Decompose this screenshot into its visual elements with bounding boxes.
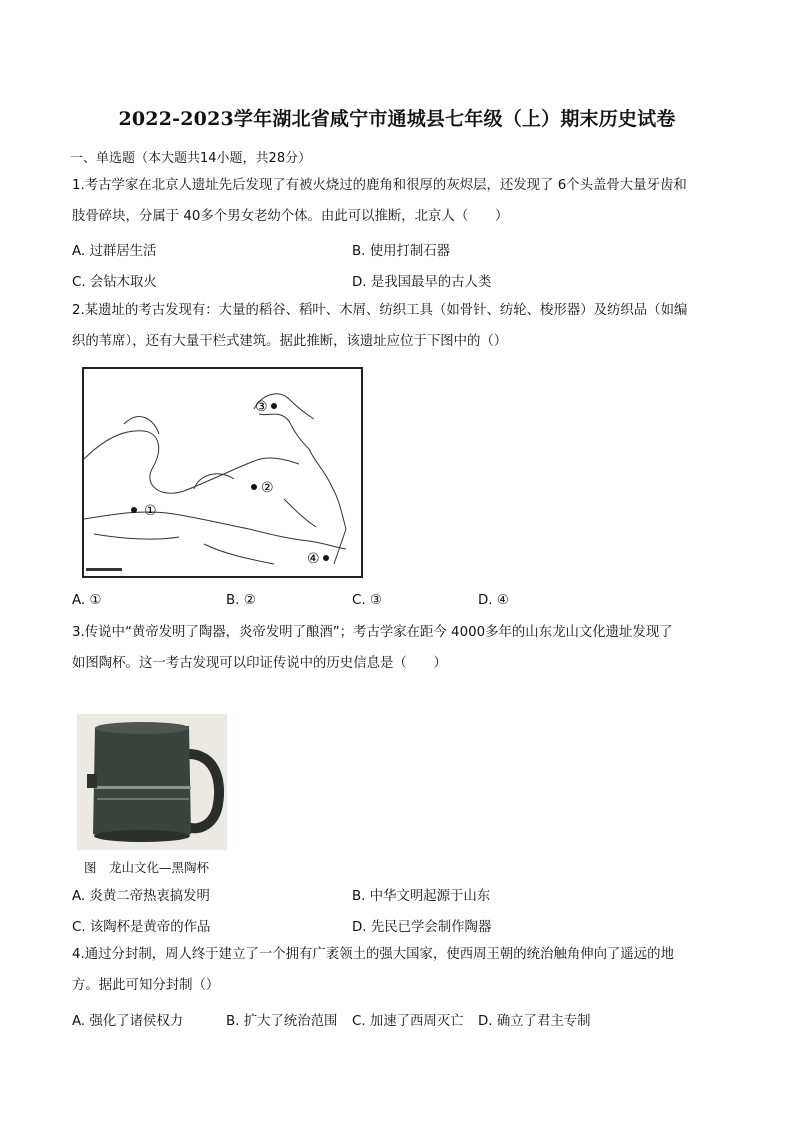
q2-option-a[interactable]: A. ① [72,593,102,608]
map-label-1: ① [144,503,157,519]
page-title: 2022-2023学年湖北省咸宁市通城县七年级（上）期末历史试卷 [118,108,676,130]
cup-drawing [77,714,227,850]
coastline-east [309,449,346,529]
q3-option-d[interactable]: D. 先民已学会制作陶器 [352,920,492,935]
site-3-dot [271,403,277,409]
map-label-2: ② [261,480,274,496]
q4-text-line1: 4.通过分封制，周人终于建立了一个拥有广袤领土的强大国家，使西周王朝的统治触角伸向了遥远的地 [72,947,674,962]
q4-option-b[interactable]: B. 扩大了统治范围 [226,1014,338,1029]
q4-text-line2: 方。据此可知分封制（） [72,978,220,993]
q1-text-line1: 1.考古学家在北京人遗址先后发现了有被火烧过的鹿角和很厚的灰烬层，还发现了 6个头盖骨大量牙齿和 [72,178,687,193]
q1-option-c[interactable]: C. 会钻木取火 [72,275,157,290]
scale-bar [86,568,122,571]
q3-option-b[interactable]: B. 中华文明起源于山东 [352,889,491,904]
q3-text-line2: 如图陶杯。这一考古发现可以印证传说中的历史信息是（ ） [72,656,447,671]
q1-option-b[interactable]: B. 使用打制石器 [352,244,451,259]
site-2-dot [251,484,257,490]
yangtze-river [84,512,346,549]
q2-text-line2: 织的苇席），还有大量干栏式建筑。据此推断，该遗址应位于下图中的（） [72,334,508,349]
q4-option-d[interactable]: D. 确立了君主专制 [478,1014,591,1029]
q3-option-a[interactable]: A. 炎黄二帝热衷搞发明 [72,889,210,904]
river-loop [194,474,234,489]
southern-river [204,544,274,564]
q2-option-c[interactable]: C. ③ [352,593,382,608]
q1-option-d[interactable]: D. 是我国最早的古人类 [352,275,492,290]
q2-text-line1: 2.某遗址的考古发现有：大量的稻谷、稻叶、木屑、纺织工具（如骨针、纺轮、梭形器）及纺织品（如编 [72,303,688,318]
q2-option-d[interactable]: D. ④ [478,593,509,608]
q1-option-a[interactable]: A. 过群居生活 [72,244,157,259]
q3-option-c[interactable]: C. 该陶杯是黄帝的作品 [72,920,211,935]
map-drawing [84,369,361,576]
section-heading: 一、单选题（本大题共14小题，共28分） [70,151,312,166]
q3-text-line1: 3.传说中“黄帝发明了陶器，炎帝发明了酿酒”；考古学家在距今 4000多年的山东龙山文化遗址发现了 [72,625,673,640]
q2-option-b[interactable]: B. ② [226,593,256,608]
map-label-4: ④ [307,551,320,567]
site-4-dot [323,555,329,561]
china-map-figure [82,367,363,578]
q4-option-c[interactable]: C. 加速了西周灭亡 [352,1014,464,1029]
map-label-3: ③ [255,399,268,415]
site-1-dot [131,507,137,513]
q1-text-line2: 肢骨碎块，分属于 40多个男女老幼个体。由此可以推断，北京人（ ） [72,209,509,224]
tributary [94,534,179,539]
coastline-bay [259,414,309,449]
photo-caption: 图 龙山文化—黑陶杯 [84,860,210,875]
lake-outline [284,499,316,527]
q4-option-a[interactable]: A. 强化了诸侯权力 [72,1014,184,1029]
black-pottery-cup-photo [77,714,227,850]
